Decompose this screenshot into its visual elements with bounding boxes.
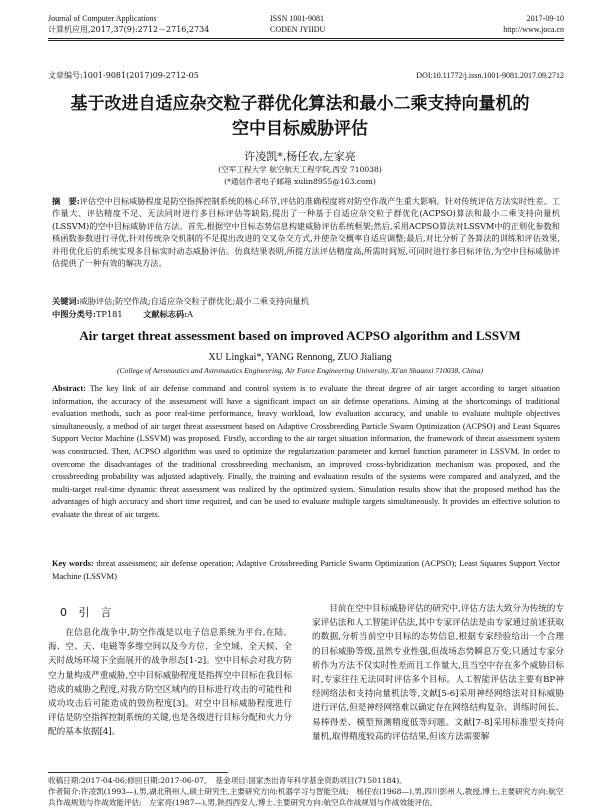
footnote-received: 收稿日期:2017-04-06;修回日期:2017-06-07。 基金项目:国家杰出青年科学基金资助项目(71501184)。	[48, 776, 407, 785]
abstract-cn-label: 摘 要:	[52, 196, 80, 206]
corresponding-email-cn: (*通信作者电子邮箱 xulin8955@163.com)	[224, 177, 376, 186]
section-title: 引 言	[78, 606, 112, 619]
abstract-en-label: Abstract:	[52, 384, 86, 393]
affiliation-en: (College of Aeronautics and Astronautics Engineering, Air Force Engineering University, Xi'an Shaanxi 710038, China)	[116, 366, 484, 375]
section-heading	[60, 604, 112, 620]
keywords-cn	[52, 295, 560, 307]
footnote-rule	[48, 772, 228, 773]
abstract-cn	[52, 195, 560, 269]
keywords-cn-text: 威胁评估;防空作战;自适应杂交粒子群优化;最小二乘支持向量机	[79, 296, 309, 306]
authors-en: XU Lingkai*, YANG Rennong, ZUO Jialiang	[208, 352, 392, 363]
coden: CODEN JYIIDU	[270, 25, 326, 34]
journal-url[interactable]: http://www.joca.cn	[503, 25, 564, 34]
body-left-column: 在信息化战争中,防空作战是以电子信息系统为平台,在陆、海、空、天、电磁等多维空间以及今方位、全空域、全天候、全天时战场环境下全面展开的战争形态[1-2]。空中目标会对我方防空力量构成严重威胁,空中目标威胁程度是指挥空中目标在我目标造成的威胁之程度,对我方防空区域内的目标进行攻击的可能性和成功攻击后可能造成的毁伤程度[3]。对空中目标威胁程度进行评估是防空指挥控制系统的关键,也是各级进行目标分配和火力分配的基本依据[4]。	[48, 628, 292, 738]
keywords-en	[52, 558, 560, 583]
affiliation-cn: (空军工程大学 航空航天工程学院,西安 710038)	[218, 165, 382, 174]
authors-cn: 许凌凯*,杨任农,左家亮	[244, 150, 356, 163]
clc-value: TP181	[95, 309, 123, 319]
keywords-cn-label: 关键词:	[52, 296, 80, 306]
footnote-bio: 作者简介:许凌凯(1993—),男,湖北荆州人,硕士研究生,主要研究方向:机器学习与智能空战; 杨任农(1968—),男,四川彭州人,教授,博士,主要研究方向:航空兵作战规划与作战效能评估; 左家亮(1987—),男,陕西西安人,博士,主要研究方向:航空兵作战规划与作战效能评估。	[48, 787, 564, 807]
classification	[52, 308, 560, 320]
doc-code-label: 文献标志码:	[143, 309, 188, 319]
issn: ISSN 1001-9081	[270, 14, 325, 23]
title-en: Air target threat assessment based on improved ACPSO algorithm and LSSVM	[79, 328, 521, 343]
title-cn-line2: 空中目标威胁评估	[232, 119, 368, 139]
publish-date: 2017-09-10	[526, 14, 564, 23]
section-number: 0	[60, 606, 67, 619]
header-rule	[48, 38, 564, 39]
body-right-column: 目前在空中目标威胁评估的研究中,评估方法大致分为传统的专家评估法和人工智能评估法,其中专家评估法是由专家通过前述获取的数据,分析当前空中目标的态势信息,根据专家经验给出一个合理的目标威胁等级,虽然专业性强,但战场态势瞬息万变,只通过专家分析作为方法不仅实时性差而且工作量大,且当空中存在多个威胁目标时,专家往往无法同时评估多个目标。人工智能评估法主要有BP神经网络法和支持向量机法等,文献[5-6]采用神经网络法对目标威胁进行评估,但是神经网络难以确定存在网络结构复杂、训练时间长、易棒得差、模型预测精度低等问题。文献[7-8]采用标准型支持向量机,取得精度较高的评估结果,但该方法需要解	[312, 604, 564, 742]
journal-citation-cn: 计算机应用,2017,37(9):2712－2716,2734	[48, 25, 210, 34]
doi[interactable]: DOI:10.11772/j.issn.1001-9081.2017.09.2712	[416, 71, 564, 80]
clc-label: 中图分类号:	[52, 309, 96, 319]
article-number: 文章编号:1001-9081(2017)09-2712-05	[48, 71, 199, 80]
doc-code-value: A	[187, 309, 194, 319]
abstract-en-text: The key link of air defense command and control system is to evaluate the threat degree of air target according to target situation information, the accuracy of the assessment will have a significant impact on air defense operations. Aiming at the shortcomings of traditional evaluation methods, such as poor real-time performance, heavy workload, low evaluation accuracy, and unable to evaluate multiple objectives simultaneously, a method of air target threat assessment based on Adaptive Crossbreeding Particle Swarm Optimization (ACPSO) and Least Squares Support Vector Machine (LSSVM) was proposed. Firstly, according to the air target situation information, the framework of threat assessment system was constructed. Then, ACPSO algorithm was used to optimize the regularization parameter and kernel function parameter in LSSVM. In order to overcome the disadvantages of the traditional crossbreeding mechanism, an improved cross-hybridization mechanism was proposed, and the crossbreeding probability was adjusted adaptively. Finally, the training and evaluation results of the systems were compared and analyzed, and the multi-target real-time dynamic threat assessment was realized by the optimized system. Simulation results show that the proposed method has the advantages of high accuracy and short time required, and can be used to evaluate multiple targets simultaneously. It provides an effective solution to evaluate the threat of air targets.	[52, 384, 560, 519]
abstract-cn-text: 评估空中目标威胁程度是防空指挥控制系统的核心环节,评估的准确程度将对防空作战产生重大影响。针对传统评估方法实时性差、工作量大、评估精度不足、无法同时进行多目标评估等缺陷,提出了一种基于自适应杂交粒子群优化(ACPSO)算法和最小二乘支持向量机(LSSVM)的空中目标威胁评估方法。首先,根据空中目标态势信息构建威胁评估系统框架;然后,采用ACPSO算法对LSSVM中的正则化参数和核函数参数进行寻优,针对传统杂交机制的不足提出改进的交叉杂交方式,并使杂交概率自适应调整;最后,对比分析了各算法的训练和评估效果,并用优化后的系统实现多目标实时动态威胁评估。仿真结果表明,所提方法评估精度高,所需时间短,可同时进行多目标评估,为空中目标威胁评估提供了一种有效的解决方法。	[52, 196, 560, 269]
abstract-en	[52, 383, 560, 522]
title-cn-line1: 基于改进自适应杂交粒子群优化算法和最小二乘支持向量机的	[70, 94, 530, 114]
journal-name-en: Journal of Computer Applications	[48, 14, 157, 23]
header-rule-2	[48, 40, 564, 41]
keywords-en-label: Key words:	[52, 559, 94, 568]
keywords-en-text: threat assessment; air defense operation; Adaptive Crossbreeding Particle Swarm Optimization (ACPSO); Least Squares Support Vector Machine (LSSVM)	[52, 559, 561, 581]
